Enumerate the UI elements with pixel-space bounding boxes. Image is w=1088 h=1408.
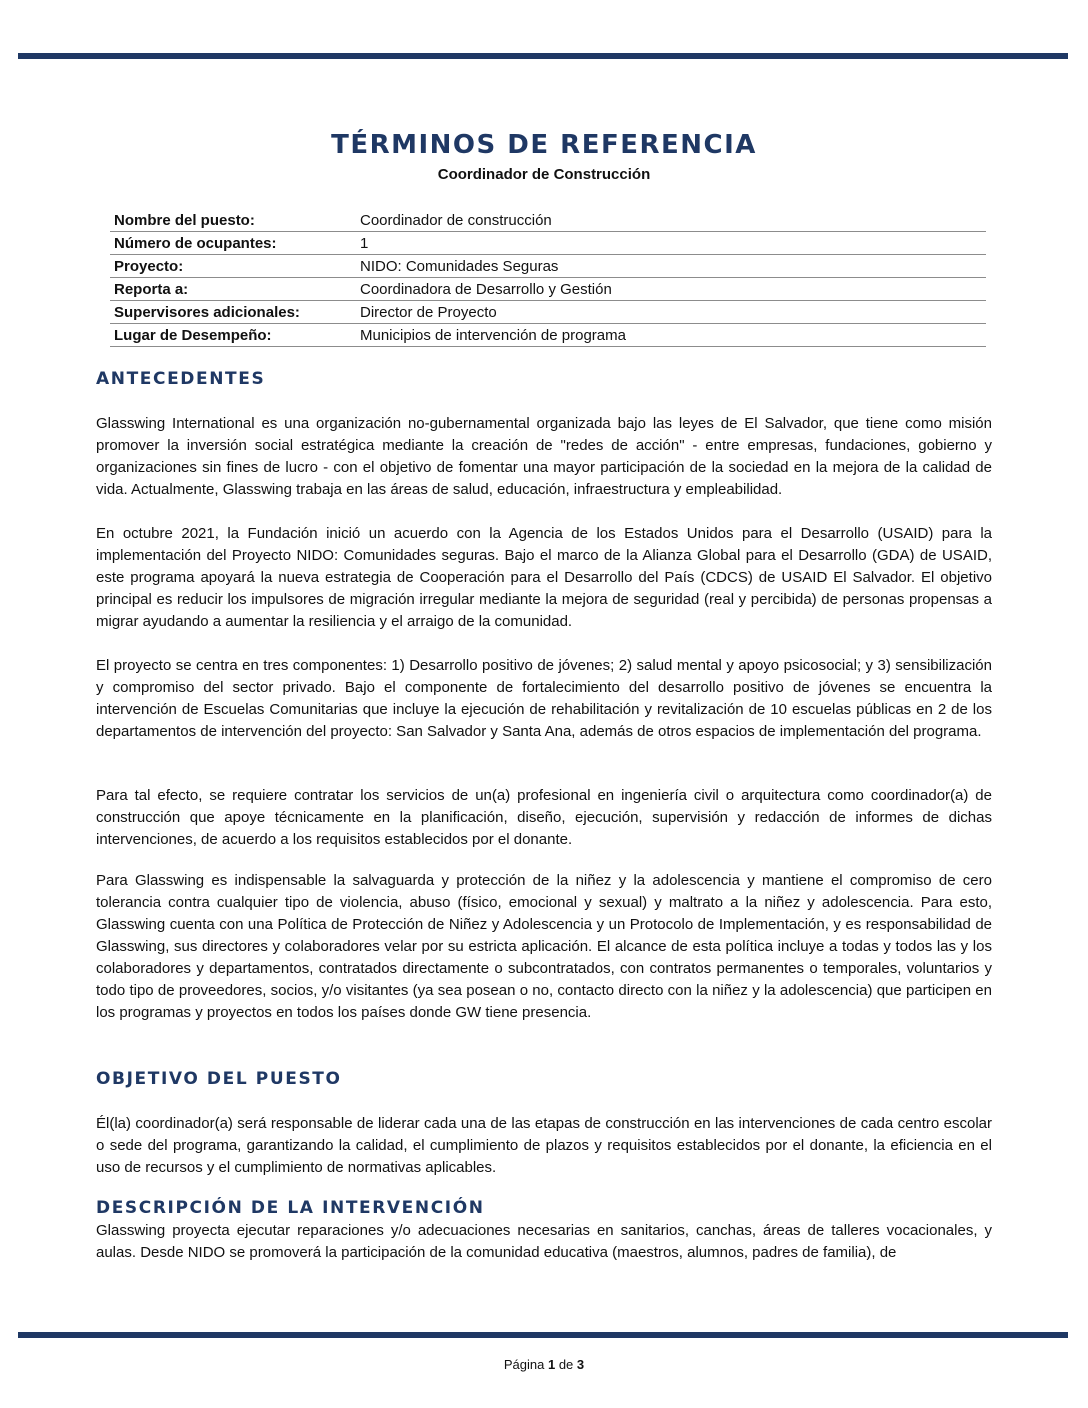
info-row — [110, 209, 986, 232]
paragraph-objetivo: Él(la) coordinador(a) será responsable de liderar cada una de las etapas de construcción en las intervenciones de cada centro escolar o sede del programa, garantizando la calidad, el cumplimiento de plazos y requisitos establecidos por el donante, la eficiencia en el uso de recursos y el cumplimiento de normativas aplicables. — [96, 1115, 992, 1176]
info-value: Coordinador de construcción — [356, 209, 986, 232]
paragraph-descripcion: Glasswing proyecta ejecutar reparaciones y/o adecuaciones necesarias en sanitarios, canchas, áreas de talleres vocacionales, y aulas. Desde NIDO se promoverá la participación de la comunidad educativa (maestros, alumnos, padres de familia), de — [96, 1222, 992, 1261]
info-label: Nombre del puesto: — [110, 209, 356, 232]
paragraph-antecedentes-4: Para tal efecto, se requiere contratar los servicios de un(a) profesional en ingeniería civil o arquitectura como coordinador(a) de construcción que apoye técnicamente en la planificación, diseño, ejecución, supervisión y redacción de informes de dichas intervenciones, de acuerdo a los requisitos establecidos por el donante. — [96, 787, 992, 848]
page-footer — [0, 1357, 1088, 1372]
info-row — [110, 301, 986, 324]
info-value: NIDO: Comunidades Seguras — [356, 255, 986, 278]
footer-total-pages: 3 — [576, 1357, 585, 1372]
section-heading-descripcion: DESCRIPCIÓN DE LA INTERVENCIÓN — [96, 1198, 485, 1218]
bottom-rule — [18, 1332, 1068, 1338]
info-value: Director de Proyecto — [356, 301, 986, 324]
info-value: 1 — [356, 232, 986, 255]
info-label: Número de ocupantes: — [110, 232, 356, 255]
info-row — [110, 232, 986, 255]
paragraph-antecedentes-2: En octubre 2021, la Fundación inició un acuerdo con la Agencia de los Estados Unidos para el Desarrollo (USAID) para la implementación del Proyecto NIDO: Comunidades seguras. Bajo el marco de la Alianza Global para el Desarrollo (GDA) de USAID, este programa apoyará la nueva estrategia de Cooperación para el Desarrollo del País (CDCS) de USAID El Salvador. El objetivo principal es reducir los impulsores de migración irregular mediante la mejora de seguridad (real y percibida) de personas propensas a migrar ayudando a aumentar la resiliencia y el arraigo de la comunidad. — [96, 525, 992, 630]
info-value: Coordinadora de Desarrollo y Gestión — [356, 278, 986, 301]
top-rule — [18, 53, 1068, 59]
footer-of-word: de — [558, 1357, 574, 1372]
paragraph-antecedentes-3: El proyecto se centra en tres componentes: 1) Desarrollo positivo de jóvenes; 2) salud mental y apoyo psicosocial; y 3) sensibilización y compromiso del sector privado. Bajo el componente de fortalecimiento del desarrollo positivo de jóvenes se encuentra la intervención de Escuelas Comunitarias que incluye la ejecución de rehabilitación y revitalización de 10 escuelas públicas en 2 de los departamentos de intervención del proyecto: San Salvador y Santa Ana, además de otros espacios de implementación del programa. — [96, 657, 992, 740]
info-label: Proyecto: — [110, 255, 356, 278]
info-label: Reporta a: — [110, 278, 356, 301]
paragraph-antecedentes-5: Para Glasswing es indispensable la salvaguarda y protección de la niñez y la adolescencia y mantiene el compromiso de cero tolerancia contra cualquier tipo de violencia, abuso (físico, emocional y sexual) y maltrato a la niñez y adolescencia. Para esto, Glasswing cuenta con una Política de Protección de Niñez y Adolescencia y un Protocolo de Implementación, y es responsabilidad de Glasswing, sus directores y colaboradores velar por su estricta aplicación. El alcance de esta política incluye a todas y todos las y los colaboradores y departamentos, contratados directamente o subcontratados, con contratos permanentes o temporales, voluntarios y todo tipo de proveedores, socios, y/o visitantes (ya sea posean o no, contacto directo con la niñez y la adolescencia) que participen en los programas y proyectos en todos los países donde GW tiene presencia. — [96, 872, 992, 1021]
section-heading-antecedentes: ANTECEDENTES — [96, 369, 266, 389]
info-label: Supervisores adicionales: — [110, 301, 356, 324]
info-value: Municipios de intervención de programa — [356, 324, 986, 347]
footer-current-page: 1 — [547, 1357, 556, 1372]
document-subtitle: Coordinador de Construcción — [437, 166, 651, 183]
footer-page-word: Página — [503, 1357, 545, 1372]
job-info-table — [110, 209, 986, 347]
info-row — [110, 255, 986, 278]
info-row — [110, 278, 986, 301]
section-heading-objetivo: OBJETIVO DEL PUESTO — [96, 1069, 342, 1089]
info-label: Lugar de Desempeño: — [110, 324, 356, 347]
info-row — [110, 324, 986, 347]
document-title: TÉRMINOS DE REFERENCIA — [331, 130, 757, 160]
paragraph-antecedentes-1: Glasswing International es una organización no-gubernamental organizada bajo las leyes de El Salvador, que tiene como misión promover la inversión social estratégica mediante la creación de "redes de acción" - entre empresas, fundaciones, gobierno y organizaciones sin fines de lucro - con el objetivo de fomentar una mayor participación de la sociedad en la mejora de la calidad de vida. Actualmente, Glasswing trabaja en las áreas de salud, educación, infraestructura y empleabilidad. — [96, 415, 992, 498]
